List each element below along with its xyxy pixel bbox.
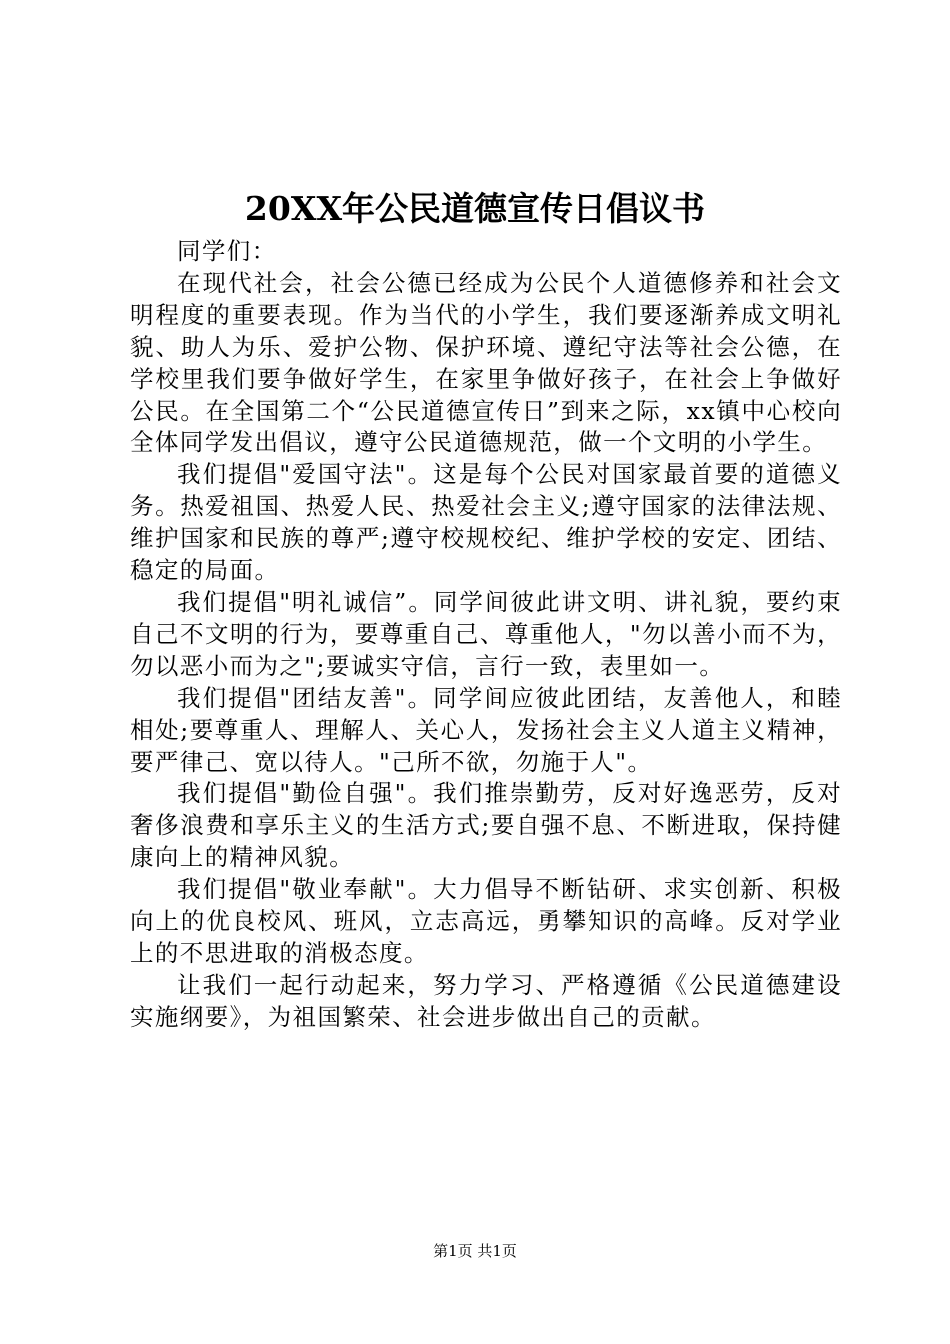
paragraph-dedication: 我们提倡"敬业奉献"。大力倡导不断钻研、求实创新、积极向上的优良校风、班风，立志高远，勇攀知识的高峰。反对学业上的不思进取的消极态度。 xyxy=(130,875,842,967)
paragraph-thrift: 我们提倡"勤俭自强"。我们推崇勤劳，反对好逸恶劳，反对奢侈浪费和享乐主义的生活方式;要自强不息、不断进取，保持健康向上的精神风貌。 xyxy=(130,779,842,872)
page-footer: 第1页 共1页 xyxy=(433,1242,517,1260)
paragraph-closing: 让我们一起行动起来，努力学习、严格遵循《公民道德建设实施纲要》，为祖国繁荣、社会进步做出自己的贡献。 xyxy=(130,970,842,1031)
document-body xyxy=(130,236,842,1034)
paragraph-intro: 在现代社会，社会公德已经成为公民个人道德修养和社会文明程度的重要表现。作为当代的小学生，我们要逐渐养成文明礼貌、助人为乐、爱护公物、保护环境、遵纪守法等社会公德，在学校里我们要争做好学生，在家里争做好孩子，在社会上争做好公民。在全国第二个“公民道德宣传日”到来之际，xx镇中心校向全体同学发出倡议，遵守公民道德规范，做一个文明的小学生。 xyxy=(130,268,842,457)
paragraph-courtesy: 我们提倡"明礼诚信”。同学间彼此讲文明、讲礼貌，要约束自己不文明的行为，要尊重自己、尊重他人，"勿以善小而不为，勿以恶小而为之";要诚实守信，言行一致，表里如一。 xyxy=(130,587,842,680)
paragraph-unity: 我们提倡"团结友善"。同学间应彼此团结，友善他人，和睦相处;要尊重人、理解人、关心人，发扬社会主义人道主义精神，要严律己、宽以待人。"己所不欲，勿施于人"。 xyxy=(130,683,842,776)
salutation: 同学们： xyxy=(177,237,277,265)
page-title: 20XX年公民道德宣传日倡议书 xyxy=(244,189,706,228)
paragraph-patriotism: 我们提倡"爱国守法"。这是每个公民对国家最首要的道德义务。热爱祖国、热爱人民、热爱社会主义;遵守国家的法律法规、维护国家和民族的尊严;遵守校规校纪、维护学校的安定、团结、稳定的局面。 xyxy=(130,460,842,585)
